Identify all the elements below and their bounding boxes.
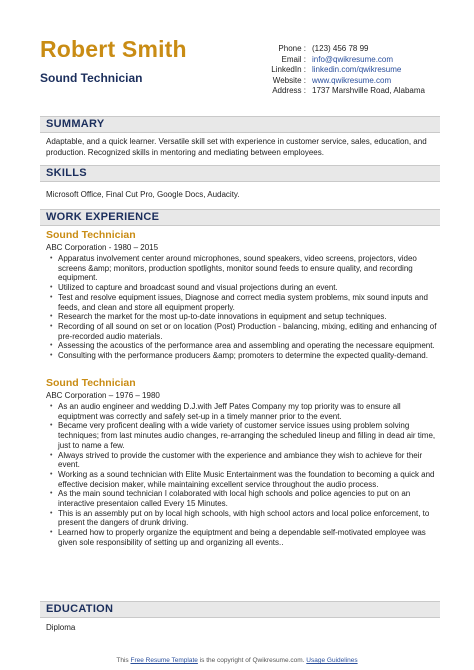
list-item: • This is an assembly put on by local high schools, with high school actors and local police enforcement, to present the dangers of drunk driving. <box>58 509 438 528</box>
list-item: • As the main sound technician I colaborated with local high schools and police agencies to put on an interactive presentaion called Every 15 Minutes. <box>58 489 438 508</box>
candidate-title: Sound Technician <box>40 71 143 85</box>
resume-header <box>40 36 440 106</box>
summary-text: Adaptable, and a quick learner. Versatile skill set with experience in customer service, sales, education, and production. Recognized skills in mentoring and mediating between employees. <box>46 137 427 157</box>
job-entry <box>46 229 438 361</box>
list-item: • Learned how to properly organize the equiptment and being a dependable self-motivated employee was given sole responsibility of setting up and organizing all events.. <box>58 528 438 547</box>
section-title: EDUCATION <box>46 603 114 615</box>
contact-label: Phone : <box>278 44 306 53</box>
email-link[interactable]: info@qwikresume.com <box>312 54 394 64</box>
skills-section-header <box>40 165 440 182</box>
job-bullets <box>46 254 438 361</box>
contact-value: (123) 456 78 99 <box>312 44 369 53</box>
website-link[interactable]: www.qwikresume.com <box>312 75 392 85</box>
contact-label: LinkedIn : <box>271 65 306 74</box>
job-bullets <box>46 402 438 548</box>
list-item: • Always strived to provide the customer with the experience and ambiance they wish to achieve for their event. <box>58 451 438 470</box>
list-item: • Test and resolve equipment issues, Diagnose and correct media system problems, mix sound inputs and feeds, and clean and store all equipment properly. <box>58 293 438 312</box>
section-title: SUMMARY <box>46 118 105 130</box>
contact-value: 1737 Marshville Road, Alabama <box>312 86 425 95</box>
candidate-name: Robert Smith <box>40 36 187 62</box>
list-item: • Research the market for the most up-to-date innovations in equipment and setup techniques. <box>58 312 438 322</box>
experience-section-header <box>40 209 440 226</box>
education-text: Diploma <box>46 623 76 632</box>
contact-website <box>220 76 440 87</box>
list-item: • Working as a sound technician with Elite Music Entertainment was the foundation to becoming a quick and effective decision maker, while maintaining excellent service throughout the audio process. <box>58 470 438 489</box>
copyright-footer <box>0 657 474 664</box>
job-entry <box>46 377 438 548</box>
contact-block <box>220 44 440 97</box>
contact-label: Email : <box>281 54 306 64</box>
section-title: WORK EXPERIENCE <box>46 211 160 223</box>
linkedin-link[interactable]: linkedin.com/qwikresume <box>312 65 402 74</box>
list-item: • Consulting with the performance producers &amp; promoters to determine the expected quality-demand. <box>58 351 438 361</box>
contact-label: Website : <box>272 75 306 85</box>
contact-linkedin <box>220 65 440 76</box>
job-role: Sound Technician <box>46 229 136 241</box>
list-item: • Apparatus involvement center around microphones, sound speakers, video screens, projectors, video screens &amp; monitors, production spotlights, monitor sound feeds to ensure quality, and recording equipment. <box>58 254 438 283</box>
usage-guidelines-link[interactable]: Usage Guidelines <box>306 657 358 664</box>
list-item: • As an audio engineer and wedding D.J.with Jeff Pates Company my top priority was to ensure all equiptment was correctly and safely set-up in a timely manner prior to the event. <box>58 402 438 421</box>
job-company-dates: ABC Corporation – 1976 – 1980 <box>46 391 160 400</box>
skills-text: Microsoft Office, Final Cut Pro, Google Docs, Audacity. <box>46 190 240 199</box>
list-item: • Became very proficent dealing with a wide variety of customer service issues using problem solving techniques; from last minutes audio changes, re-arranging the scheduled lineup and filling in dead air time, just to name a few. <box>58 421 438 450</box>
contact-phone <box>220 44 440 55</box>
job-company-dates: ABC Corporation - 1980 – 2015 <box>46 243 159 252</box>
contact-email <box>220 55 440 66</box>
list-item: • Recording of all sound on set or on location (Post) Production - balancing, mixing, editing and enhancing of pre-recorded audio materials. <box>58 322 438 341</box>
footer-text: is the copyright of Qwikresume.com. <box>199 657 305 664</box>
footer-text: This <box>116 657 129 664</box>
summary-section-header <box>40 116 440 133</box>
list-item: • Assessing the acoustics of the performance area and assembling and operating the necessare equipment. <box>58 341 438 351</box>
contact-label: Address : <box>272 86 306 95</box>
job-role: Sound Technician <box>46 377 136 389</box>
section-title: SKILLS <box>46 167 87 179</box>
list-item: • Utilized to capture and broadcast sound and visual projections during an event. <box>58 283 438 293</box>
free-template-link[interactable]: Free Resume Template <box>130 657 198 664</box>
contact-address <box>220 86 440 97</box>
education-section-header <box>40 601 440 618</box>
